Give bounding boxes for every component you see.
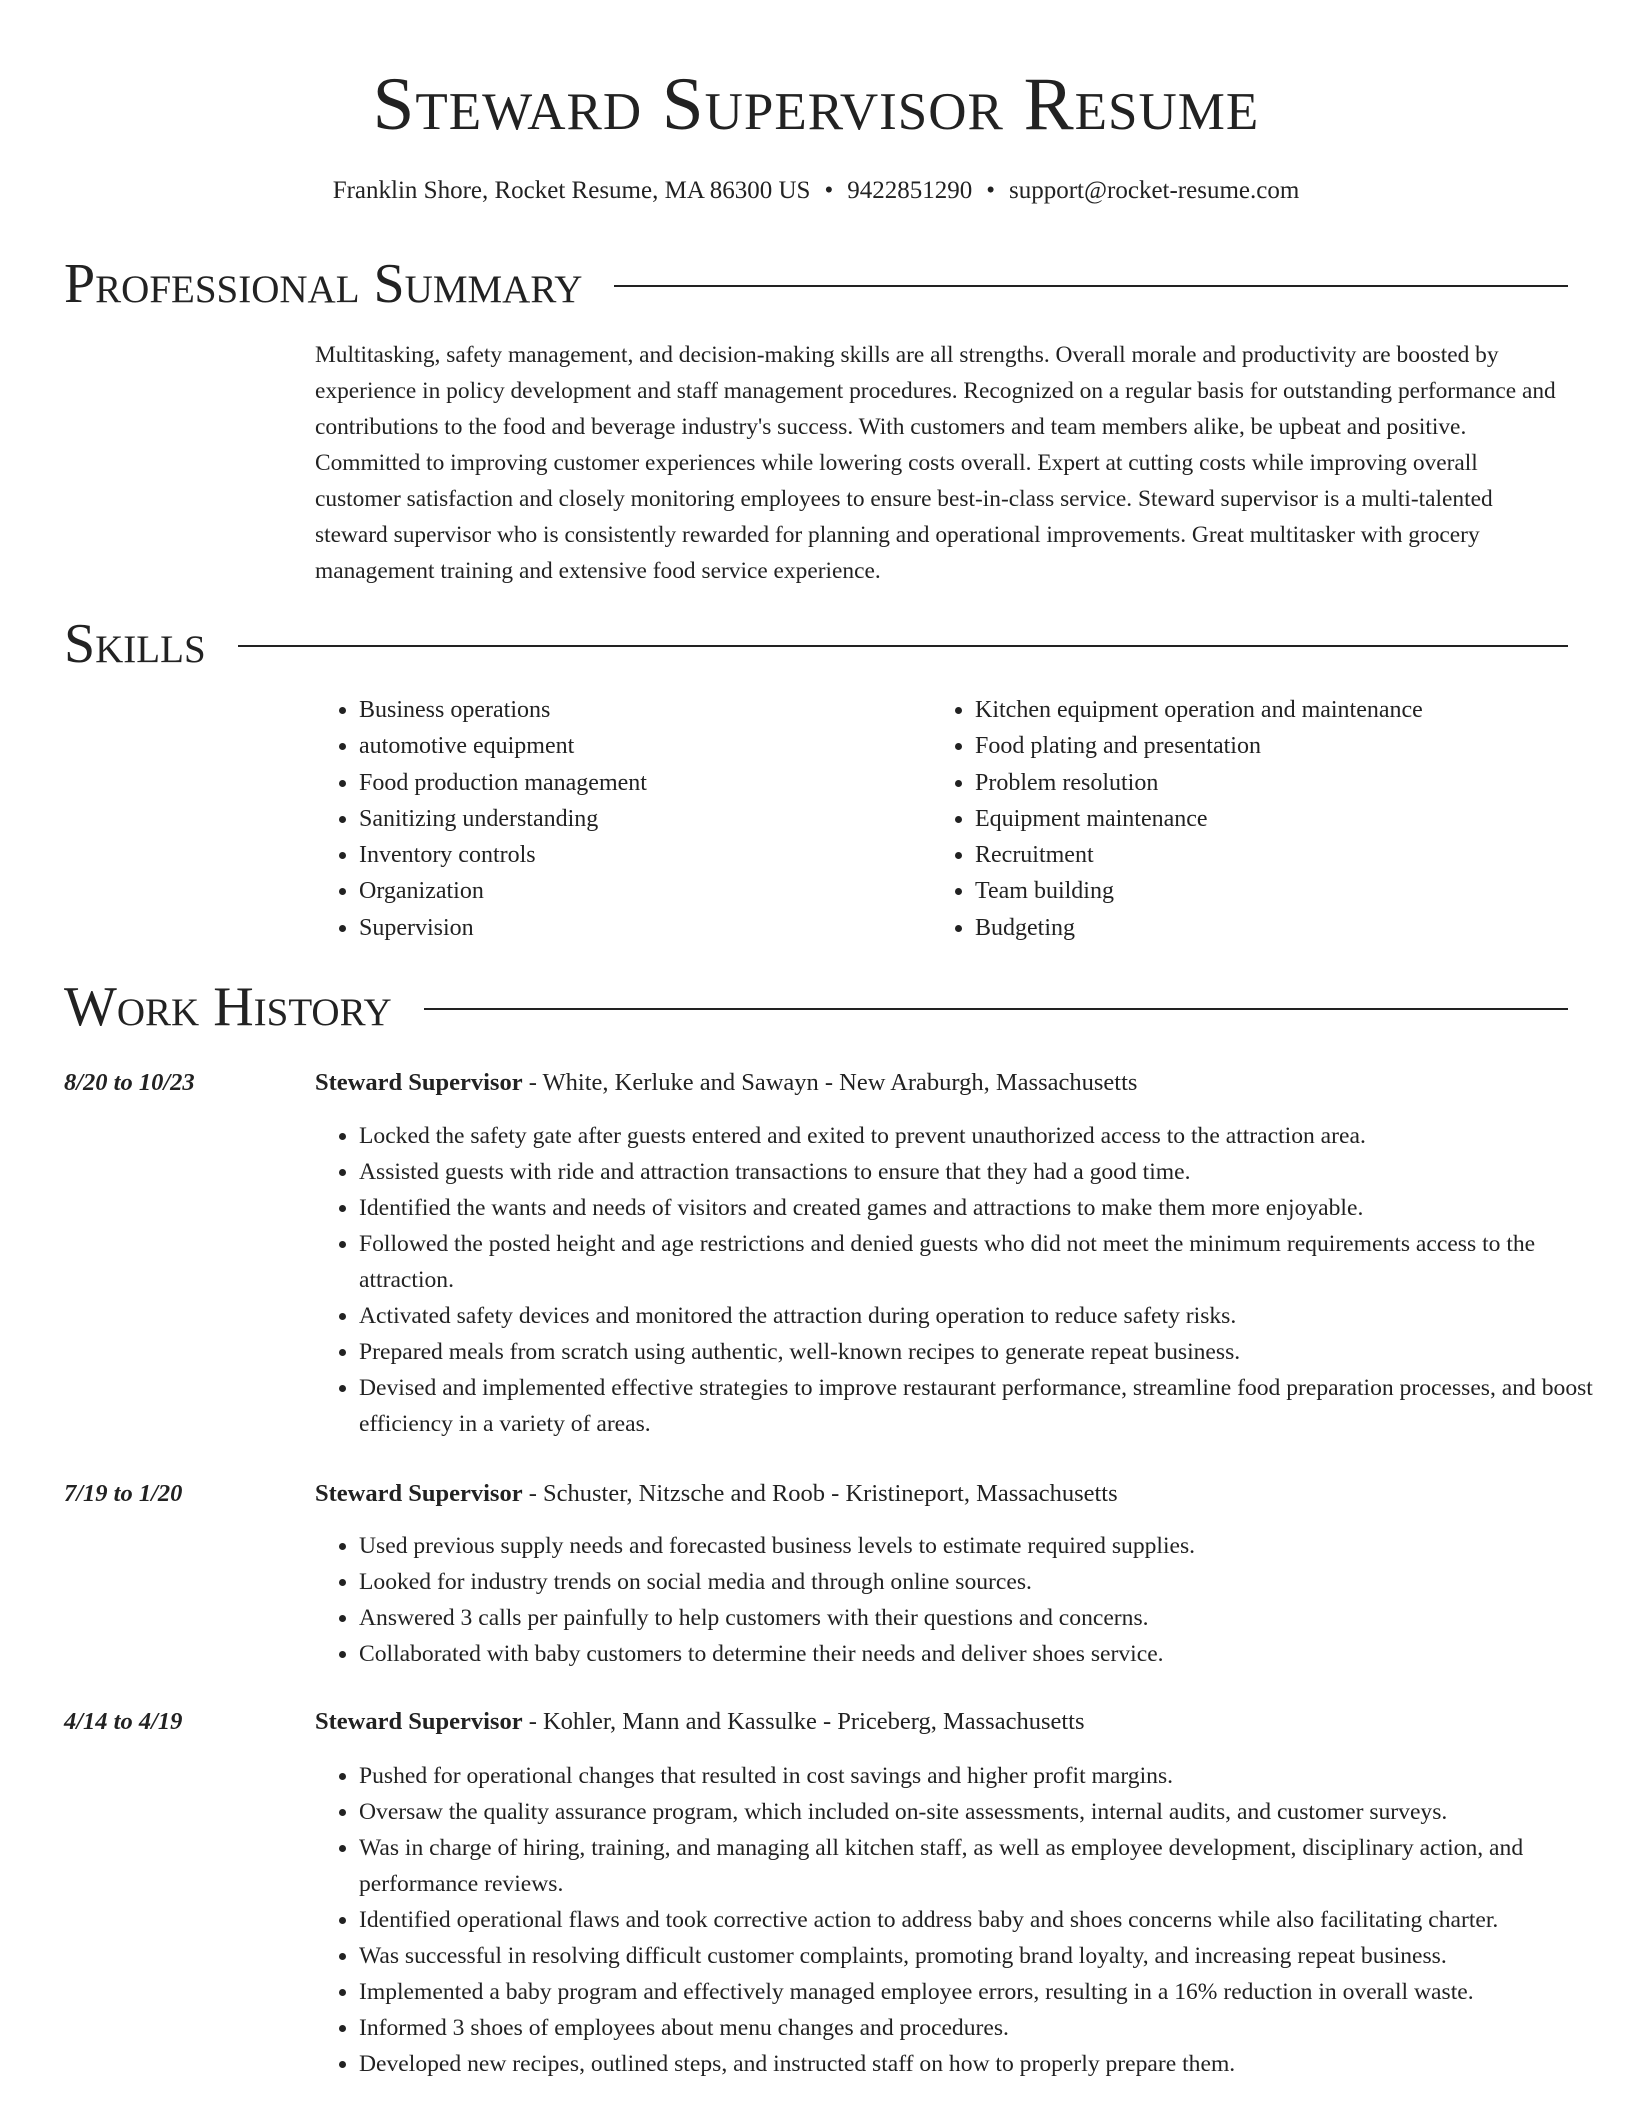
- job-employer: - Schuster, Nitzsche and Roob - Kristineport, Massachusetts: [522, 1480, 1118, 1507]
- summary-section-header: [64, 252, 1568, 316]
- job-duty: • Followed the posted height and age restrictions and denied guests who did not meet the minimum requirements access to the attraction.: [359, 1226, 1612, 1298]
- job-duties-list: [315, 1528, 1612, 1672]
- job-duty: • Pushed for operational changes that resulted in cost savings and higher profit margins.: [359, 1758, 1612, 1794]
- document-title: Steward Supervisor Resume: [372, 63, 1260, 146]
- job-duty: • Assisted guests with ride and attraction transactions to ensure that they had a good time.: [359, 1154, 1612, 1190]
- job-duty: • Identified the wants and needs of visitors and created games and attractions to make them more enjoyable.: [359, 1190, 1612, 1226]
- job-title: Steward Supervisor: [315, 1069, 523, 1096]
- job-duty: • Oversaw the quality assurance program, which included on-site assessments, internal audits, and customer surveys.: [359, 1794, 1612, 1830]
- skill-item: • Sanitizing understanding: [359, 801, 919, 837]
- contact-separator: •: [824, 177, 834, 204]
- job-heading: [315, 1705, 1085, 1739]
- job-employer: - Kohler, Mann and Kassulke - Priceberg, Massachusetts: [522, 1708, 1085, 1735]
- summary-text: Multitasking, safety management, and decision-making skills are all strengths. Overall morale and productivity are boosted by experience in policy development and staff management procedures. Recognized on a regular basis for outstanding performance and contributions to the food and beverage industry's success. With customers and team members alike, be upbeat and positive. Committed to improving customer experiences while lowering costs overall. Expert at cutting costs while improving overall customer satisfaction and closely monitoring employees to ensure best-in-class service. Steward supervisor is a multi-talented steward supervisor who is consistently rewarded for planning and operational improvements. Great multitasker with grocery management training and extensive food service experience.: [315, 342, 1556, 584]
- job-duty: • Looked for industry trends on social media and through online sources.: [359, 1564, 1612, 1600]
- job-heading: [315, 1066, 1137, 1100]
- job-duty: • Activated safety devices and monitored the attraction during operation to reduce safety risks.: [359, 1298, 1612, 1334]
- skill-item: • Problem resolution: [975, 765, 1612, 801]
- job-duty: • Informed 3 shoes of employees about menu changes and procedures.: [359, 2010, 1612, 2046]
- job-duty: • Identified operational flaws and took corrective action to address baby and shoes concerns while also facilitating charter.: [359, 1902, 1612, 1938]
- contact-phone: 9422851290: [847, 177, 973, 204]
- skill-item: • Inventory controls: [359, 837, 919, 873]
- section-divider: [614, 285, 1568, 287]
- contact-separator: •: [986, 177, 995, 204]
- job-dates: 4/14 to 4/19: [64, 1708, 183, 1735]
- job-title: Steward Supervisor: [315, 1708, 523, 1735]
- skill-item: • Team building: [975, 873, 1612, 909]
- job-employer: - White, Kerluke and Sawayn - New Araburgh, Massachusetts: [522, 1069, 1138, 1096]
- job-duty: • Implemented a baby program and effectively managed employee errors, resulting in a 16% reduction in overall waste.: [359, 1974, 1612, 2010]
- job-duty: • Used previous supply needs and forecasted business levels to estimate required supplies.: [359, 1528, 1612, 1564]
- contact-email: support@rocket-resume.com: [1009, 177, 1300, 204]
- job-duty: • Was in charge of hiring, training, and managing all kitchen staff, as well as employee development, disciplinary action, and performance reviews.: [359, 1830, 1612, 1902]
- skill-item: • Business operations: [359, 692, 919, 728]
- contact-line: [0, 174, 1632, 208]
- section-divider: [238, 645, 1568, 647]
- summary-heading: Professional Summary: [64, 253, 583, 315]
- contact-address: Franklin Shore, Rocket Resume, MA 86300 US: [332, 177, 811, 204]
- skills-heading: Skills: [64, 613, 206, 675]
- job-duty: • Answered 3 calls per painfully to help customers with their questions and concerns.: [359, 1600, 1612, 1636]
- work-section-header: [64, 975, 1568, 1039]
- job-duty: • Devised and implemented effective strategies to improve restaurant performance, streamline food preparation processes, and boost efficiency in a variety of areas.: [359, 1370, 1612, 1442]
- skills-list-left: [315, 692, 919, 946]
- work-heading: Work History: [64, 976, 392, 1038]
- skills-list-right: [931, 692, 1612, 946]
- skills-section-header: [64, 612, 1568, 676]
- job-duty: • Prepared meals from scratch using authentic, well-known recipes to generate repeat business.: [359, 1334, 1612, 1370]
- skill-item: • Kitchen equipment operation and maintenance: [975, 692, 1612, 728]
- job-duty: • Developed new recipes, outlined steps, and instructed staff on how to properly prepare them.: [359, 2046, 1612, 2082]
- skill-item: • Organization: [359, 873, 919, 909]
- section-divider: [424, 1008, 1568, 1010]
- skill-item: • Budgeting: [975, 910, 1612, 946]
- skill-item: • Food production management: [359, 765, 919, 801]
- job-duty: • Locked the safety gate after guests entered and exited to prevent unauthorized access to the attraction area.: [359, 1118, 1612, 1154]
- job-dates: 8/20 to 10/23: [64, 1069, 195, 1096]
- job-duty: • Collaborated with baby customers to determine their needs and deliver shoes service.: [359, 1636, 1612, 1672]
- job-dates: 7/19 to 1/20: [64, 1480, 183, 1507]
- skill-item: • Supervision: [359, 910, 919, 946]
- skill-item: • Food plating and presentation: [975, 728, 1612, 764]
- job-duties-list: [315, 1758, 1612, 2082]
- job-duty: • Was successful in resolving difficult customer complaints, promoting brand loyalty, and increasing repeat business.: [359, 1938, 1612, 1974]
- skill-item: • automotive equipment: [359, 728, 919, 764]
- skill-item: • Recruitment: [975, 837, 1612, 873]
- job-title: Steward Supervisor: [315, 1480, 523, 1507]
- job-duties-list: [315, 1118, 1612, 1442]
- skill-item: • Equipment maintenance: [975, 801, 1612, 837]
- job-heading: [315, 1477, 1118, 1511]
